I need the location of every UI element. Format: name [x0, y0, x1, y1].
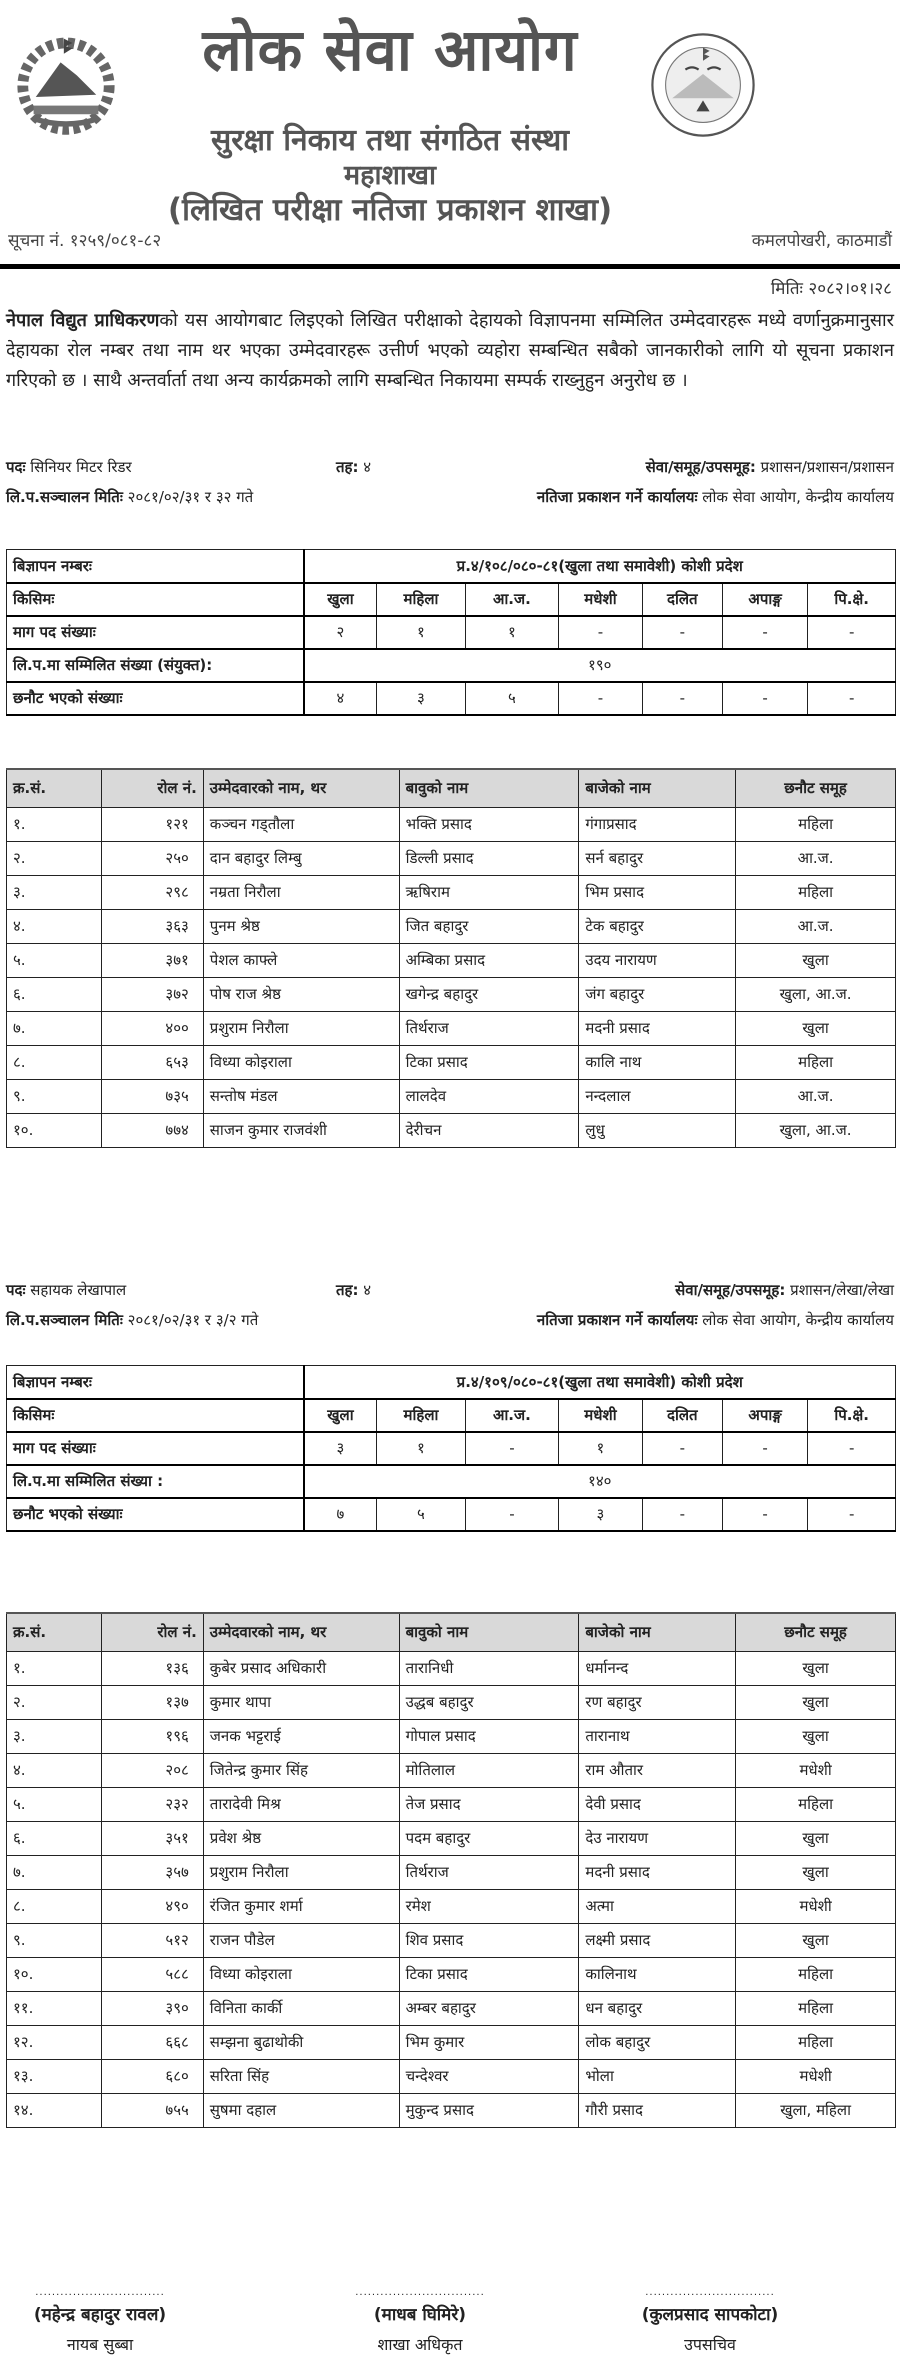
table-row: [7, 807, 896, 841]
father-name: तिर्थराज: [399, 1011, 579, 1045]
table-row: [7, 1923, 896, 1957]
selected-cell: ३: [559, 1498, 642, 1531]
candidate-name: राजन पौडेल: [203, 1923, 399, 1957]
roll-number: २९८: [101, 875, 203, 909]
selected-group: खुला, आ.ज.: [736, 1113, 896, 1147]
father-name: गोपाल प्रसाद: [399, 1719, 579, 1753]
serial-number: १०.: [7, 1957, 102, 1991]
serial-number: ९.: [7, 1923, 102, 1957]
selected-cell: -: [722, 1498, 807, 1531]
grandfather-name: देउ नारायण: [579, 1821, 736, 1855]
demand-cell: -: [559, 616, 642, 649]
serial-number: ७.: [7, 1011, 102, 1045]
serial-number: ३.: [7, 1719, 102, 1753]
signature-line: ...............................: [645, 2287, 775, 2298]
roll-number: ३५१: [101, 1821, 203, 1855]
table-row: [7, 1011, 896, 1045]
selected-row: [7, 682, 896, 715]
ad-no-label: बिज्ञापन नम्बरः: [7, 1366, 304, 1399]
selected-group: महिला: [736, 1045, 896, 1079]
selected-row: [7, 1498, 896, 1531]
demand-cell: १: [465, 616, 559, 649]
candidate-name: कञ्चन गड्तौला: [203, 807, 399, 841]
grandfather-name: सर्न बहादुर: [579, 841, 736, 875]
selected-group: खुला: [736, 1011, 896, 1045]
office-label: नतिजा प्रकाशन गर्ने कार्यालयः: [536, 1311, 698, 1329]
candidate-name: जितेन्द्र कुमार सिंह: [203, 1753, 399, 1787]
selected-cell: ३: [377, 682, 465, 715]
signature-block: [610, 2288, 810, 2355]
grandfather-name: लोक बहादुर: [579, 2025, 736, 2059]
selected-group: आ.ज.: [736, 1079, 896, 1113]
grandfather-name: देवी प्रसाद: [579, 1787, 736, 1821]
roll-number: ७५५: [101, 2093, 203, 2127]
grandfather-name: रण बहादुर: [579, 1685, 736, 1719]
participants-label: लि.प.मा सम्मिलित संख्या :: [7, 1465, 304, 1498]
signature-line: ...............................: [355, 2287, 485, 2298]
father-name: अम्बिका प्रसाद: [399, 943, 579, 977]
grandfather-name: लक्ष्मी प्रसाद: [579, 1923, 736, 1957]
candidate-name: विध्या कोइराला: [203, 1957, 399, 1991]
cat-khula: खुला: [304, 1399, 377, 1432]
ad-no-value: प्र.४/१०९/०८०-८१(खुला तथा समावेशी) कोशी प्रदेश: [304, 1366, 896, 1399]
selected-group: खुला, आ.ज.: [736, 977, 896, 1011]
candidate-name: सरिता सिंह: [203, 2059, 399, 2093]
office-value: लोक सेवा आयोग, केन्द्रीय कार्यालय: [702, 488, 894, 506]
roll-number: ७३५: [101, 1079, 203, 1113]
father-name: जित बहादुर: [399, 909, 579, 943]
candidate-name: विनिता कार्की: [203, 1991, 399, 2025]
father-name: रमेश: [399, 1889, 579, 1923]
section-2-result-table: [6, 1612, 896, 2128]
type-label: किसिमः: [7, 583, 304, 616]
father-name: भक्ति प्रसाद: [399, 807, 579, 841]
roll-number: ६८०: [101, 2059, 203, 2093]
table-row: [7, 1685, 896, 1719]
section-1-result-table: [6, 768, 896, 1148]
roll-number: ५८८: [101, 1957, 203, 1991]
table-row: [7, 1719, 896, 1753]
father-name: खगेन्द्र बहादुर: [399, 977, 579, 1011]
candidate-name: कुमार थापा: [203, 1685, 399, 1719]
serial-number: ८.: [7, 1889, 102, 1923]
father-name: अम्बर बहादुर: [399, 1991, 579, 2025]
col-roll: रोल नं.: [101, 769, 203, 807]
candidate-name: नम्रता निरौला: [203, 875, 399, 909]
demand-cell: -: [808, 1432, 896, 1465]
serial-number: १.: [7, 1651, 102, 1685]
signatory-designation: उपसचिव: [684, 2335, 736, 2354]
selected-group: खुला, महिला: [736, 2093, 896, 2127]
signatory-designation: नायब सुब्बा: [66, 2335, 134, 2354]
service-value: प्रशासन/प्रशासन/प्रशासन: [760, 458, 894, 476]
father-name: तिर्थराज: [399, 1855, 579, 1889]
table-row: [7, 1957, 896, 1991]
selected-group: खुला: [736, 943, 896, 977]
grandfather-name: भिम प्रसाद: [579, 875, 736, 909]
grandfather-name: गौरी प्रसाद: [579, 2093, 736, 2127]
roll-number: २०८: [101, 1753, 203, 1787]
table-row: [7, 2025, 896, 2059]
subtitle-mahashakha: महाशाखा: [344, 160, 436, 191]
service-value: प्रशासन/लेखा/लेखा: [790, 1281, 894, 1299]
table-row: [7, 909, 896, 943]
level-label: तह:: [336, 1281, 359, 1299]
serial-number: १४.: [7, 2093, 102, 2127]
candidate-name: प्रशुराम निरौला: [203, 1011, 399, 1045]
table-row: [7, 977, 896, 1011]
roll-number: ६५३: [101, 1045, 203, 1079]
cat-dalit: दलित: [642, 1399, 722, 1432]
serial-number: १३.: [7, 2059, 102, 2093]
col-grandfather-name: बाजेको नाम: [579, 1613, 736, 1651]
table-row: [7, 943, 896, 977]
roll-number: १३६: [101, 1651, 203, 1685]
grandfather-name: उदय नारायण: [579, 943, 736, 977]
selected-group: खुला: [736, 1855, 896, 1889]
candidate-name: प्रवेश श्रेष्ठ: [203, 1821, 399, 1855]
col-candidate-name: उम्मेदवारको नाम, थर: [203, 1613, 399, 1651]
selected-group: महिला: [736, 807, 896, 841]
category-row: [7, 1399, 896, 1432]
participants-row: [7, 1465, 896, 1498]
grandfather-name: लुधु: [579, 1113, 736, 1147]
col-father-name: बावुको नाम: [399, 769, 579, 807]
service-label: सेवा/समूह/उपसमूह:: [645, 458, 756, 476]
serial-number: ५.: [7, 943, 102, 977]
service-label: सेवा/समूह/उपसमूह:: [675, 1281, 786, 1299]
serial-number: २.: [7, 841, 102, 875]
serial-number: ५.: [7, 1787, 102, 1821]
level-label: तह:: [336, 458, 359, 476]
selected-group: महिला: [736, 1991, 896, 2025]
demand-cell: २: [304, 616, 377, 649]
table-row: [7, 875, 896, 909]
table-row: [7, 1651, 896, 1685]
table-row: [7, 1753, 896, 1787]
demand-cell: -: [808, 616, 896, 649]
table-row: [7, 1113, 896, 1147]
post-value: सहायक लेखापाल: [30, 1281, 127, 1299]
grandfather-name: मदनी प्रसाद: [579, 1011, 736, 1045]
participants-value: १९०: [304, 649, 896, 682]
selected-group: मधेशी: [736, 1889, 896, 1923]
table-header-row: [7, 1613, 896, 1651]
demand-cell: -: [642, 616, 722, 649]
table-row: [7, 1991, 896, 2025]
demand-row: [7, 1432, 896, 1465]
cat-aaja: आ.ज.: [465, 583, 559, 616]
grandfather-name: धन बहादुर: [579, 1991, 736, 2025]
grandfather-name: तारानाथ: [579, 1719, 736, 1753]
serial-number: ४.: [7, 909, 102, 943]
selected-cell: -: [642, 682, 722, 715]
grandfather-name: टेक बहादुर: [579, 909, 736, 943]
father-name: भिम कुमार: [399, 2025, 579, 2059]
page-title: लोक सेवा आयोग: [202, 16, 578, 84]
candidate-name: दान बहादुर लिम्बु: [203, 841, 399, 875]
signatory-name: (महेन्द्र बहादुर रावल): [33, 2305, 167, 2325]
signatory-designation: शाखा अधिकृत: [377, 2335, 463, 2354]
col-father-name: बावुको नाम: [399, 1613, 579, 1651]
col-serial: क्र.सं.: [7, 1613, 102, 1651]
selected-cell: -: [808, 1498, 896, 1531]
father-name: उद्धब बहादुर: [399, 1685, 579, 1719]
selected-cell: ७: [304, 1498, 377, 1531]
office-value: लोक सेवा आयोग, केन्द्रीय कार्यालय: [702, 1311, 894, 1329]
grandfather-name: नन्दलाल: [579, 1079, 736, 1113]
table-row: [7, 2059, 896, 2093]
serial-number: १०.: [7, 1113, 102, 1147]
intro-paragraph: [6, 306, 894, 396]
cat-khula: खुला: [304, 583, 377, 616]
selected-group: खुला: [736, 1719, 896, 1753]
grandfather-name: धर्मानन्द: [579, 1651, 736, 1685]
col-selected-group: छनौट समूह: [736, 769, 896, 807]
selected-group: महिला: [736, 1957, 896, 1991]
roll-number: ६६८: [101, 2025, 203, 2059]
cat-dalit: दलित: [642, 583, 722, 616]
grandfather-name: अत्मा: [579, 1889, 736, 1923]
roll-number: ३७१: [101, 943, 203, 977]
cat-madhesi: मधेशी: [559, 583, 642, 616]
demand-cell: -: [642, 1432, 722, 1465]
candidate-name: तारादेवी मिश्र: [203, 1787, 399, 1821]
grandfather-name: कालि नाथ: [579, 1045, 736, 1079]
serial-number: ८.: [7, 1045, 102, 1079]
selected-group: महिला: [736, 2025, 896, 2059]
selected-group: मधेशी: [736, 1753, 896, 1787]
section-2-meta: [6, 1275, 894, 1335]
serial-number: ६.: [7, 977, 102, 1011]
grandfather-name: भोला: [579, 2059, 736, 2093]
post-value: सिनियर मिटर रिडर: [30, 458, 132, 476]
signature-line: ...............................: [35, 2287, 165, 2298]
grandfather-name: राम औतार: [579, 1753, 736, 1787]
serial-number: ११.: [7, 1991, 102, 2025]
intro-text: को यस आयोगबाट लिइएको लिखित परीक्षाको देहायको विज्ञापनमा सम्मिलित उम्मेदवारहरू मध्ये वर्णानुक्रमानुसार देहायका रोल नम्बर तथा नाम थर भएका उम्मेदवारहरू उत्तीर्ण भएको व्यहोरा सम्बन्धित सबैको जानकारीको लागि यो सूचना प्रकाशन गरिएको छ । साथै अन्तर्वार्ता तथा अन्य कार्यक्रमको लागि सम्बन्धित निकायमा सम्पर्क राख्नुहुन अनुरोध छ ।: [6, 310, 895, 391]
exam-date-value: २०८१/०२/३१ र ३२ गते: [127, 488, 254, 506]
demand-cell: -: [722, 1432, 807, 1465]
letterhead: [0, 0, 900, 260]
type-label: किसिमः: [7, 1399, 304, 1432]
cat-pichhadiyeko: पि.क्षे.: [808, 583, 896, 616]
candidate-name: प्रशुराम निरौला: [203, 1855, 399, 1889]
father-name: मुकुन्द प्रसाद: [399, 2093, 579, 2127]
selected-group: आ.ज.: [736, 909, 896, 943]
selected-group: महिला: [736, 875, 896, 909]
demand-label: माग पद संख्याः: [7, 616, 304, 649]
cat-apanga: अपाङ्ग: [722, 1399, 807, 1432]
subtitle-division: सुरक्षा निकाय तथा संगठित संस्था: [210, 123, 570, 158]
cat-apanga: अपाङ्ग: [722, 583, 807, 616]
candidate-name: रंजित कुमार शर्मा: [203, 1889, 399, 1923]
grandfather-name: गंगाप्रसाद: [579, 807, 736, 841]
table-row: [7, 1787, 896, 1821]
roll-number: २३२: [101, 1787, 203, 1821]
exam-date-value: २०८१/०२/३१ र ३/२ गते: [127, 1311, 259, 1329]
selected-label: छनौट भएको संख्याः: [7, 682, 304, 715]
table-row: [7, 1821, 896, 1855]
selected-group: खुला: [736, 1821, 896, 1855]
serial-number: ९.: [7, 1079, 102, 1113]
candidate-name: सुषमा दहाल: [203, 2093, 399, 2127]
cat-aaja: आ.ज.: [465, 1399, 559, 1432]
father-name: शिव प्रसाद: [399, 1923, 579, 1957]
selected-cell: -: [722, 682, 807, 715]
roll-number: ३५७: [101, 1855, 203, 1889]
level-value: ४: [363, 458, 372, 476]
cat-madhesi: मधेशी: [559, 1399, 642, 1432]
father-name: टिका प्रसाद: [399, 1045, 579, 1079]
demand-label: माग पद संख्याः: [7, 1432, 304, 1465]
roll-number: ३७२: [101, 977, 203, 1011]
grandfather-name: कालिनाथ: [579, 1957, 736, 1991]
father-name: तारानिधी: [399, 1651, 579, 1685]
demand-cell: -: [465, 1432, 559, 1465]
cat-mahila: महिला: [377, 1399, 465, 1432]
selected-cell: ४: [304, 682, 377, 715]
col-selected-group: छनौट समूह: [736, 1613, 896, 1651]
table-row: [7, 1079, 896, 1113]
demand-cell: ३: [304, 1432, 377, 1465]
category-row: [7, 583, 896, 616]
candidate-name: जनक भट्टराई: [203, 1719, 399, 1753]
father-name: लालदेव: [399, 1079, 579, 1113]
father-name: टिका प्रसाद: [399, 1957, 579, 1991]
org-name: नेपाल विद्युत प्राधिकरण: [6, 310, 160, 331]
candidate-name: सम्झना बुढाथोकी: [203, 2025, 399, 2059]
selected-group: मधेशी: [736, 2059, 896, 2093]
roll-number: १९६: [101, 1719, 203, 1753]
col-grandfather-name: बाजेको नाम: [579, 769, 736, 807]
participants-label: लि.प.मा सम्मिलित संख्या (संयुक्त):: [7, 649, 304, 682]
roll-number: ५१२: [101, 1923, 203, 1957]
table-row: [7, 1045, 896, 1079]
candidate-name: सन्तोष मंडल: [203, 1079, 399, 1113]
father-name: चन्देश्वर: [399, 2059, 579, 2093]
cat-mahila: महिला: [377, 583, 465, 616]
father-name: तेज प्रसाद: [399, 1787, 579, 1821]
table-row: [7, 841, 896, 875]
cat-pichhadiyeko: पि.क्षे.: [808, 1399, 896, 1432]
serial-number: १.: [7, 807, 102, 841]
demand-cell: १: [377, 616, 465, 649]
table-header-row: [7, 769, 896, 807]
header-divider: [0, 264, 900, 269]
father-name: मोतिलाल: [399, 1753, 579, 1787]
col-roll: रोल नं.: [101, 1613, 203, 1651]
office-label: नतिजा प्रकाशन गर्ने कार्यालयः: [536, 488, 698, 506]
selected-cell: -: [465, 1498, 559, 1531]
candidate-name: पोष राज श्रेष्ठ: [203, 977, 399, 1011]
col-candidate-name: उम्मेदवारको नाम, थर: [203, 769, 399, 807]
roll-number: ७७४: [101, 1113, 203, 1147]
selected-cell: -: [642, 1498, 722, 1531]
selected-group: खुला: [736, 1685, 896, 1719]
grandfather-name: मदनी प्रसाद: [579, 1855, 736, 1889]
col-serial: क्र.सं.: [7, 769, 102, 807]
roll-number: ३९०: [101, 1991, 203, 2025]
exam-date-label: लि.प.सञ्चालन मितिः: [6, 1311, 123, 1329]
demand-cell: -: [722, 616, 807, 649]
demand-cell: १: [559, 1432, 642, 1465]
roll-number: ३६३: [101, 909, 203, 943]
roll-number: २५०: [101, 841, 203, 875]
section-1-ad-table: [6, 549, 896, 716]
exam-date-label: लि.प.सञ्चालन मितिः: [6, 488, 123, 506]
psc-seal-icon: [648, 30, 758, 140]
table-row: [7, 1889, 896, 1923]
father-name: देरीचन: [399, 1113, 579, 1147]
table-row: [7, 1855, 896, 1889]
demand-cell: १: [377, 1432, 465, 1465]
office-location: कमलपोखरी, काठमाडौं: [751, 231, 892, 251]
demand-row: [7, 616, 896, 649]
notice-date: मितिः २०८२।०१।२८: [770, 279, 892, 299]
grandfather-name: जंग बहादुर: [579, 977, 736, 1011]
signature-block: [0, 2288, 200, 2355]
candidate-name: कुबेर प्रसाद अधिकारी: [203, 1651, 399, 1685]
serial-number: ३.: [7, 875, 102, 909]
selected-group: खुला: [736, 1923, 896, 1957]
notice-info-row: [8, 228, 892, 251]
candidate-name: साजन कुमार राजवंशी: [203, 1113, 399, 1147]
section-2-ad-table: [6, 1365, 896, 1532]
post-label: पदः: [6, 458, 26, 476]
serial-number: ६.: [7, 1821, 102, 1855]
selected-label: छनौट भएको संख्याः: [7, 1498, 304, 1531]
section-1-meta: [6, 452, 894, 512]
serial-number: २.: [7, 1685, 102, 1719]
subtitle-section: (लिखित परीक्षा नतिजा प्रकाशन शाखा): [167, 192, 613, 228]
notice-number: सूचना नं. १२५९/०८१-८२: [8, 231, 162, 251]
selected-cell: ५: [465, 682, 559, 715]
serial-number: १२.: [7, 2025, 102, 2059]
serial-number: ७.: [7, 1855, 102, 1889]
father-name: पदम बहादुर: [399, 1821, 579, 1855]
table-row: [7, 2093, 896, 2127]
candidate-name: पेशल काफ्ले: [203, 943, 399, 977]
signatory-name: (कुलप्रसाद सापकोटा): [641, 2305, 779, 2325]
participants-row: [7, 649, 896, 682]
selected-cell: -: [559, 682, 642, 715]
ad-no-value: प्र.४/१०८/०८०-८१(खुला तथा समावेशी) कोशी प्रदेश: [304, 550, 896, 583]
selected-cell: ५: [377, 1498, 465, 1531]
ad-no-label: बिज्ञापन नम्बरः: [7, 550, 304, 583]
serial-number: ४.: [7, 1753, 102, 1787]
roll-number: ४९०: [101, 1889, 203, 1923]
selected-group: खुला: [736, 1651, 896, 1685]
roll-number: १३७: [101, 1685, 203, 1719]
roll-number: ४००: [101, 1011, 203, 1045]
signature-block: [320, 2288, 520, 2355]
father-name: डिल्ली प्रसाद: [399, 841, 579, 875]
roll-number: १२१: [101, 807, 203, 841]
post-label: पदः: [6, 1281, 26, 1299]
level-value: ४: [363, 1281, 372, 1299]
selected-cell: -: [808, 682, 896, 715]
selected-group: आ.ज.: [736, 841, 896, 875]
participants-value: १४०: [304, 1465, 896, 1498]
selected-group: महिला: [736, 1787, 896, 1821]
candidate-name: विध्या कोइराला: [203, 1045, 399, 1079]
father-name: ऋषिराम: [399, 875, 579, 909]
signatory-name: (माधब घिमिरे): [373, 2305, 467, 2325]
candidate-name: पुनम श्रेष्ठ: [203, 909, 399, 943]
